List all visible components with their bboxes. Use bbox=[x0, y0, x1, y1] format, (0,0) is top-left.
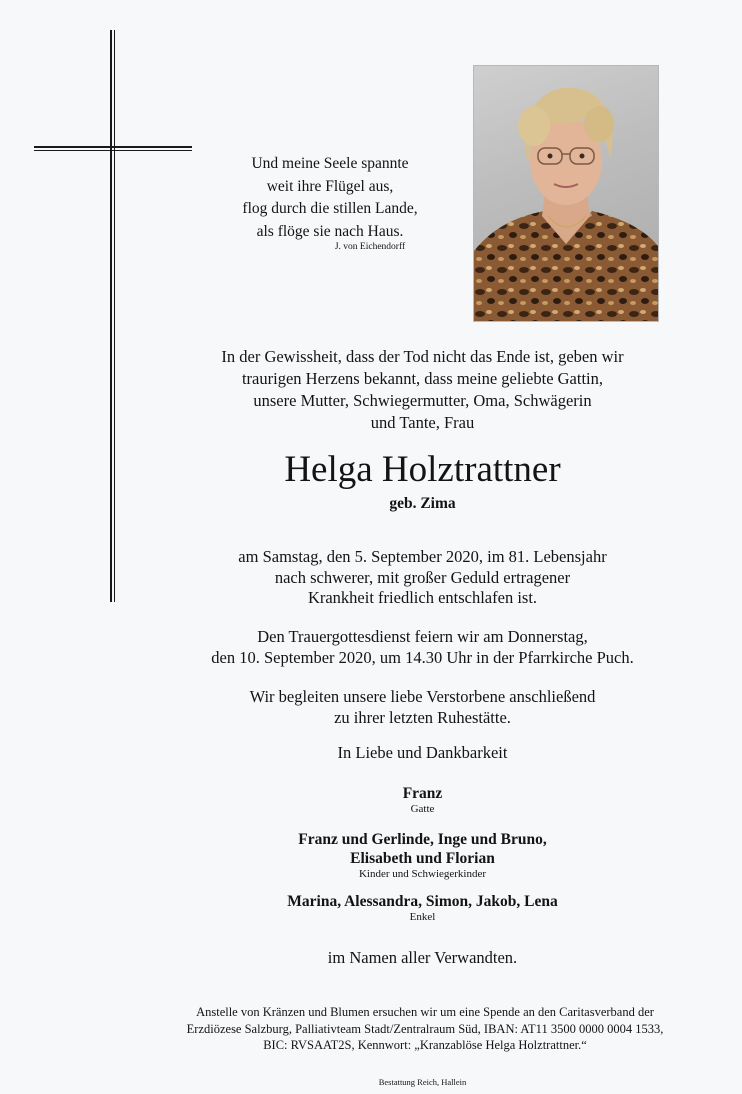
intro-line: unsere Mutter, Schwiegermutter, Oma, Schwägerin bbox=[253, 391, 592, 410]
family-names: Marina, Alessandra, Simon, Jakob, Lena bbox=[287, 893, 558, 910]
family-names: Elisabeth und Florian bbox=[350, 850, 495, 867]
intro-text bbox=[150, 346, 695, 434]
funeral-service-info bbox=[150, 627, 695, 668]
poem-line: als flöge sie nach Haus. bbox=[256, 222, 404, 240]
family-group-grandchildren bbox=[150, 892, 695, 924]
closing-line: im Namen aller Verwandten. bbox=[327, 948, 518, 967]
family-names: Franz und Gerlinde, Inge und Bruno, bbox=[298, 831, 547, 848]
family-group-children bbox=[150, 830, 695, 881]
portrait-image bbox=[474, 66, 658, 321]
intro-line: traurigen Herzens bekannt, dass meine geliebte Gattin, bbox=[241, 369, 604, 388]
death-notice bbox=[150, 547, 695, 609]
family-names: Franz bbox=[402, 785, 443, 802]
poem-author: J. von Eichendorff bbox=[334, 242, 406, 252]
poem bbox=[200, 153, 460, 243]
family-role: Gatte bbox=[410, 803, 435, 815]
intro-line: und Tante, Frau bbox=[370, 413, 475, 432]
donation-line: Anstelle von Kränzen und Blumen ersuchen wir um eine Spende an den Caritasverband der bbox=[196, 1005, 654, 1019]
deceased-name: Helga Holztrattner bbox=[284, 449, 561, 490]
burial-info bbox=[150, 687, 695, 728]
service-line: Den Trauergottesdienst feiern wir am Donnerstag, bbox=[257, 627, 588, 646]
family-role: Enkel bbox=[409, 911, 436, 923]
donation-line: Erzdiözese Salzburg, Palliativteam Stadt/Zentralraum Süd, IBAN: AT11 3500 0000 0004 1533, bbox=[186, 1021, 664, 1036]
donation-notice bbox=[110, 1004, 740, 1054]
portrait-photo bbox=[473, 65, 659, 322]
cross-horizontal-line bbox=[34, 146, 192, 148]
death-line: am Samstag, den 5. September 2020, im 81. Lebensjahr bbox=[238, 547, 607, 566]
death-line: nach schwerer, mit großer Geduld ertragener bbox=[274, 567, 571, 587]
family-group-spouse bbox=[150, 784, 695, 816]
poem-line: weit ihre Flügel aus, bbox=[266, 177, 394, 195]
cross-horizontal-line-thin bbox=[34, 150, 192, 151]
intro-line: In der Gewissheit, dass der Tod nicht das Ende ist, geben wir bbox=[221, 347, 624, 366]
undertaker-credit: Bestattung Reich, Hallein bbox=[378, 1077, 467, 1087]
donation-line: BIC: RVSAAT2S, Kennwort: „Kranzablöse Helga Holztrattner.“ bbox=[263, 1038, 587, 1052]
burial-line: zu ihrer letzten Ruhestätte. bbox=[334, 707, 511, 727]
maiden-name: geb. Zima bbox=[389, 495, 456, 512]
family-role: Kinder und Schwiegerkinder bbox=[358, 868, 487, 880]
love-line: In Liebe und Dankbarkeit bbox=[337, 743, 508, 762]
poem-line: flog durch die stillen Lande, bbox=[242, 200, 418, 217]
cross-vertical-line-thin bbox=[114, 30, 115, 602]
cross-vertical-line bbox=[110, 30, 112, 602]
service-line: den 10. September 2020, um 14.30 Uhr in der Pfarrkirche Puch. bbox=[211, 647, 634, 667]
death-line: Krankheit friedlich entschlafen ist. bbox=[307, 588, 538, 607]
poem-line: Und meine Seele spannte bbox=[251, 155, 409, 172]
burial-line: Wir begleiten unsere liebe Verstorbene anschließend bbox=[249, 687, 596, 706]
